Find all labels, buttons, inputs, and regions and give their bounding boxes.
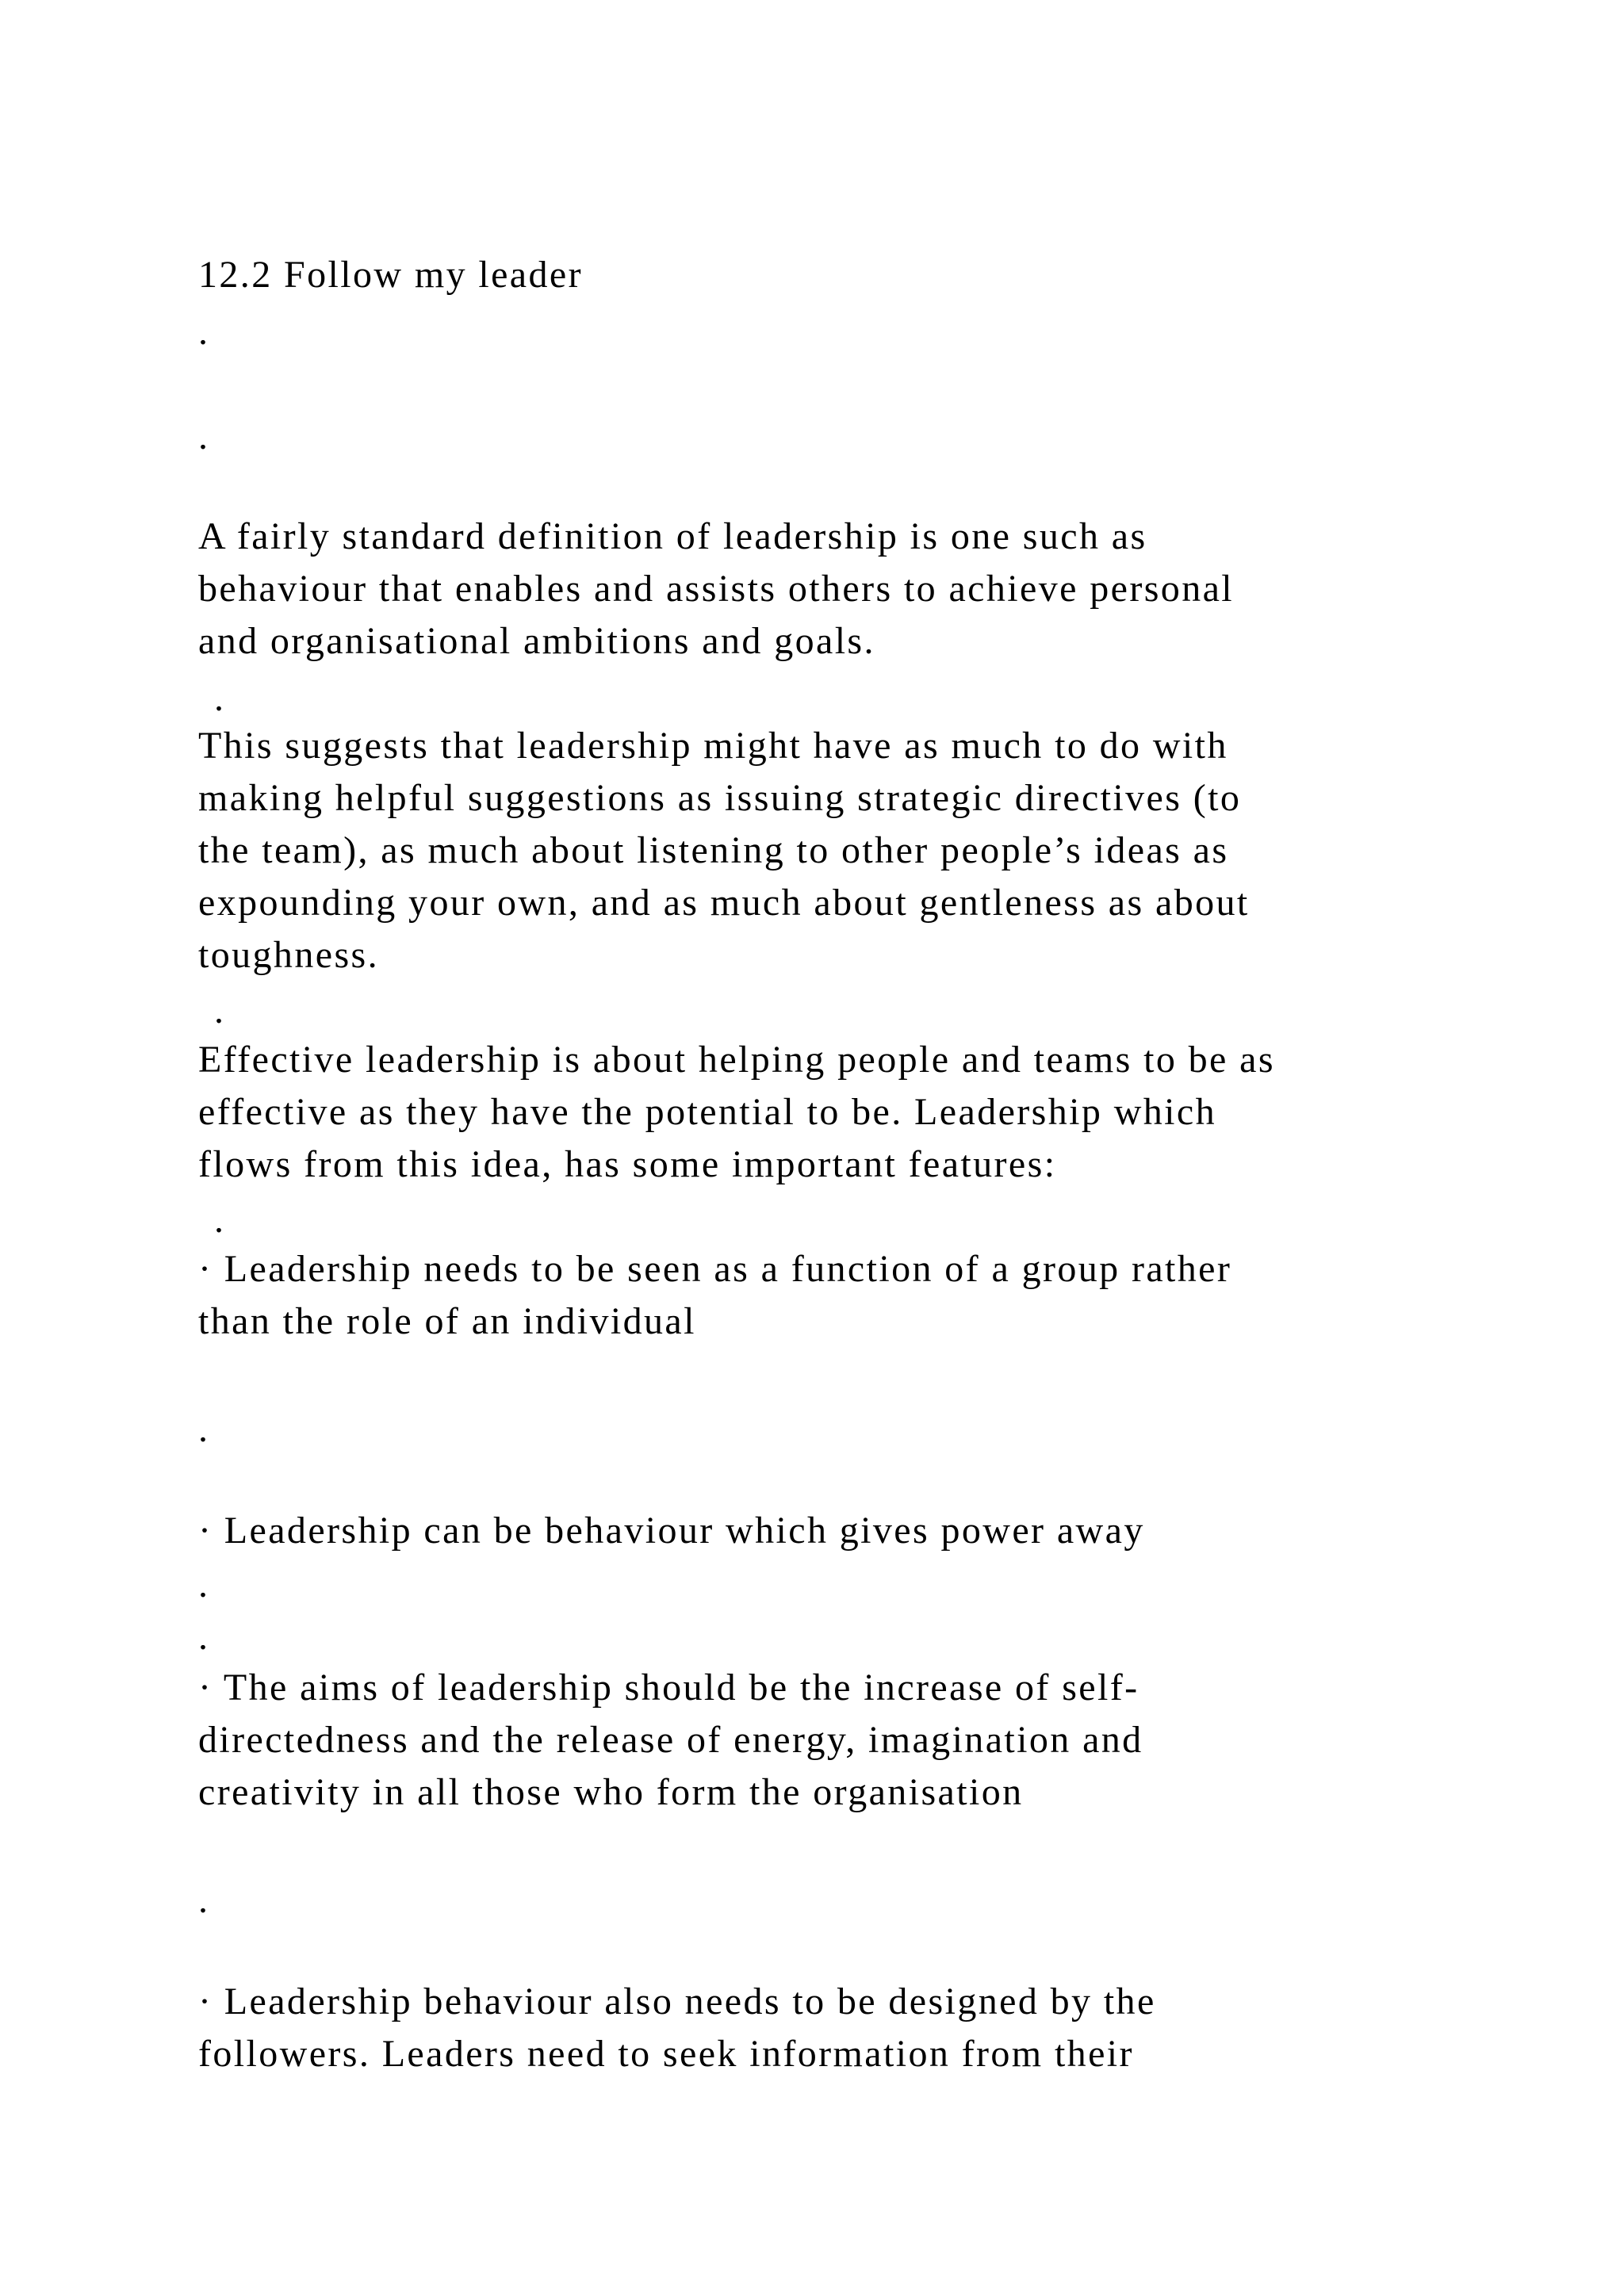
separator-dot: . (198, 1879, 208, 1921)
separator-dot: . (214, 1199, 224, 1241)
paragraph-3-line-3: flows from this idea, has some important features: (198, 1143, 1057, 1185)
bullet-3-line-3: creativity in all those who form the organisation (198, 1771, 1024, 1813)
paragraph-1-line-1: A fairly standard definition of leadership is one such as (198, 515, 1147, 557)
bullet-2-line-1: · Leadership can be behaviour which gives power away (198, 1510, 1145, 1552)
paragraph-2-line-3: the team), as much about listening to other people’s ideas as (198, 829, 1229, 871)
separator-dot: . (198, 1563, 208, 1605)
paragraph-2-line-2: making helpful suggestions as issuing strategic directives (to (198, 777, 1242, 819)
paragraph-2-line-1: This suggests that leadership might have as much to do with (198, 725, 1228, 767)
bullet-3-line-2: directedness and the release of energy, imagination and (198, 1719, 1143, 1761)
section-heading: 12.2 Follow my leader (198, 254, 584, 296)
paragraph-3-line-1: Effective leadership is about helping people and teams to be as (198, 1039, 1275, 1081)
separator-dot: . (198, 1616, 208, 1658)
bullet-4-line-2: followers. Leaders need to seek information from their (198, 2033, 1134, 2075)
paragraph-2-line-5: toughness. (198, 934, 379, 976)
separator-dot: . (214, 677, 224, 719)
bullet-1-line-1: · Leadership needs to be seen as a function of a group rather (198, 1248, 1232, 1290)
separator-dot: . (214, 989, 224, 1031)
paragraph-1-line-2: behaviour that enables and assists others to achieve personal (198, 568, 1235, 610)
paragraph-2-line-4: expounding your own, and as much about gentleness as about (198, 882, 1250, 924)
separator-dot: . (198, 1408, 208, 1450)
paragraph-3-line-2: effective as they have the potential to be. Leadership which (198, 1091, 1216, 1133)
bullet-3-line-1: · The aims of leadership should be the increase of self- (198, 1667, 1139, 1709)
bullet-4-line-1: · Leadership behaviour also needs to be designed by the (198, 1980, 1156, 2022)
separator-dot: . (198, 415, 208, 457)
separator-dot: . (198, 311, 208, 353)
paragraph-1-line-3: and organisational ambitions and goals. (198, 620, 875, 662)
bullet-1-line-2: than the role of an individual (198, 1300, 696, 1342)
